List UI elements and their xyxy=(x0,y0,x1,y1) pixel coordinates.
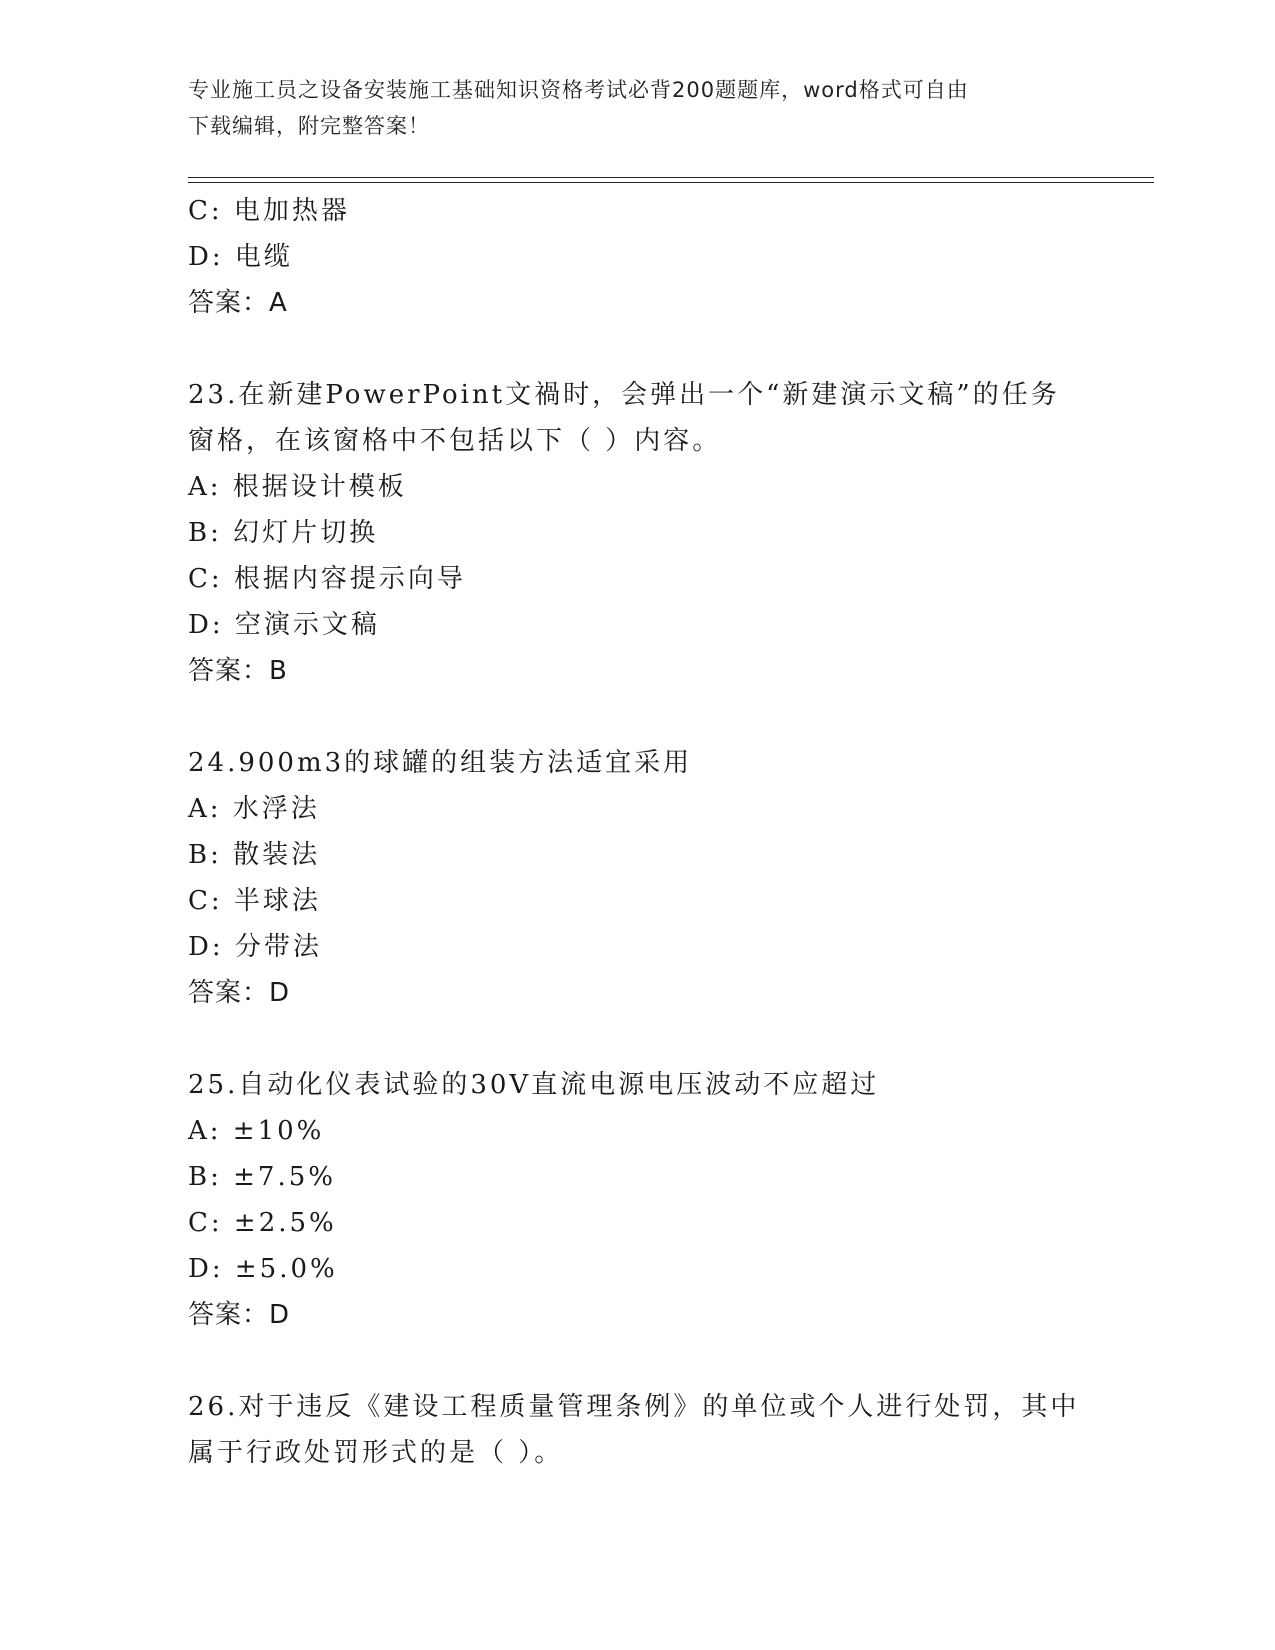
header-line-1: 专业施工员之设备安装施工基础知识资格考试必背200题题库，word格式可自由 xyxy=(188,78,969,102)
answer-line: 答案：A xyxy=(188,288,288,318)
question-stem-line: 23.在新建PowerPoint文禍时，会弹出一个“新建演示文稿”的任务 xyxy=(188,380,1060,410)
option-a: A: 根据设计模板 xyxy=(188,472,407,502)
option-b: B: 散装法 xyxy=(188,840,321,870)
option-c: C: 电加热器 xyxy=(188,196,350,226)
prev-question-block xyxy=(188,188,1118,326)
question-stem-line: 窗格，在该窗格中不包括以下（ ）内容。 xyxy=(188,426,722,456)
question-stem-line: 25.自动化仪表试验的30V直流电源电压波动不应超过 xyxy=(188,1070,880,1100)
answer-line: 答案：B xyxy=(188,656,288,686)
option-b: B: ±7.5% xyxy=(188,1162,336,1192)
option-c: C: 根据内容提示向导 xyxy=(188,564,466,594)
answer-line: 答案：D xyxy=(188,1300,291,1330)
question-23 xyxy=(188,372,1118,694)
answer-line: 答案：D xyxy=(188,978,291,1008)
question-stem-line: 24.900m3的球罐的组装方法适宜采用 xyxy=(188,748,693,778)
header-divider-top xyxy=(188,177,1154,178)
document-header xyxy=(188,72,1068,144)
option-d: D: ±5.0% xyxy=(188,1254,338,1284)
question-25 xyxy=(188,1062,1118,1338)
header-divider-bottom xyxy=(188,182,1154,183)
question-stem-line: 属于行政处罚形式的是（ ）。 xyxy=(188,1438,564,1468)
question-stem-line: 26.对于违反《建设工程质量管理条例》的单位或个人进行处罚，其中 xyxy=(188,1392,1080,1422)
option-d: D: 分带法 xyxy=(188,932,322,962)
question-26 xyxy=(188,1384,1118,1476)
option-d: D: 电缆 xyxy=(188,242,293,272)
header-line-2: 下载编辑，附完整答案！ xyxy=(188,114,430,138)
option-c: C: ±2.5% xyxy=(188,1208,337,1238)
option-a: A: ±10% xyxy=(188,1116,325,1146)
question-24 xyxy=(188,740,1118,1016)
option-c: C: 半球法 xyxy=(188,886,321,916)
option-d: D: 空演示文稿 xyxy=(188,610,380,640)
option-a: A: 水浮法 xyxy=(188,794,320,824)
option-b: B: 幻灯片切换 xyxy=(188,518,379,548)
question-list xyxy=(188,188,1118,1476)
